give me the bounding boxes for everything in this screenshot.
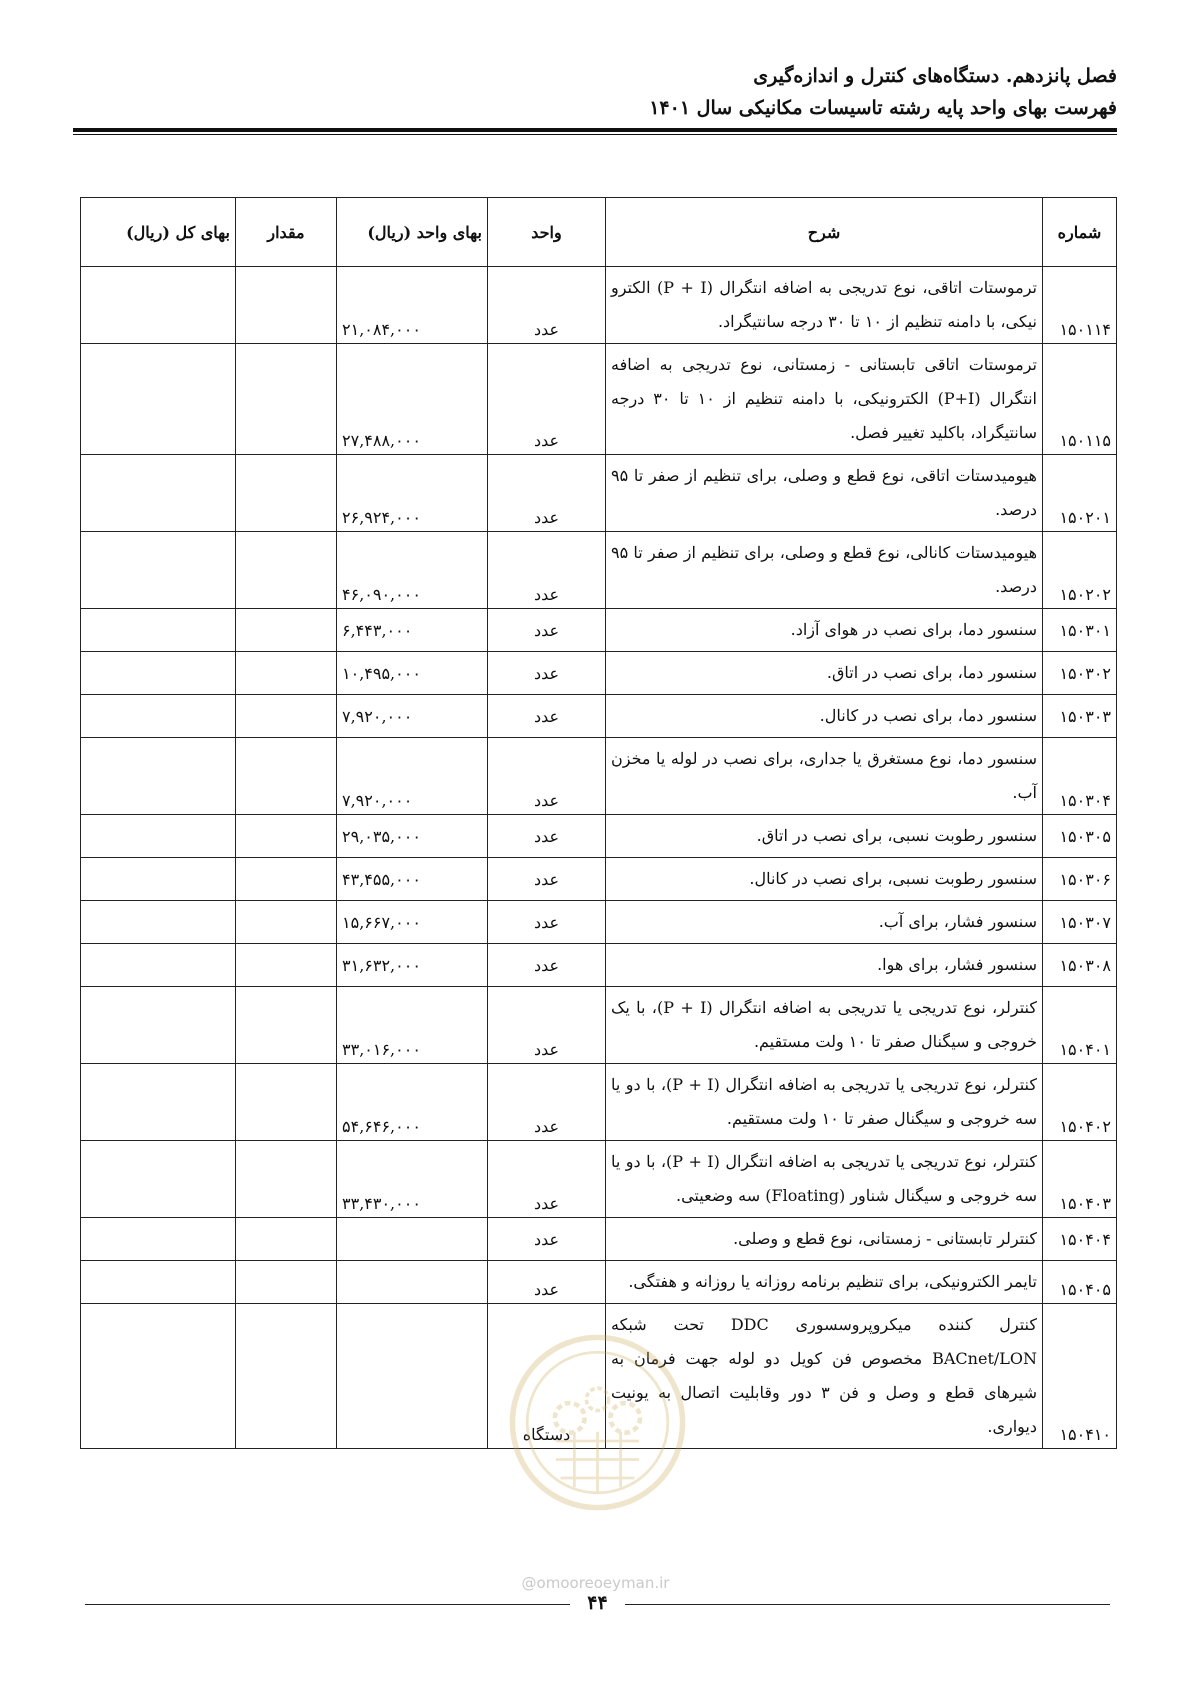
row-total-price [81,858,236,901]
row-quantity [236,267,337,344]
row-unit: عدد [488,858,606,901]
row-description: کنترل کننده میکروپروسسوری DDC تحت شبکه BACnet/LON مخصوص فن کویل دو لوله جهت فرمان به شیرهای قطع و وصل و فن ۳ دور وقابلیت اتصال به یونیت دیواری. [606,1304,1043,1449]
row-unit-price: ۲۷,۴۸۸,۰۰۰ [337,344,488,455]
row-unit-price: ۲۶,۹۲۴,۰۰۰ [337,455,488,532]
row-quantity [236,944,337,987]
table-row [81,738,1117,815]
table-row [81,609,1117,652]
row-unit: عدد [488,344,606,455]
row-unit: عدد [488,738,606,815]
row-total-price [81,1218,236,1261]
row-unit: عدد [488,1064,606,1141]
row-description: سنسور فشار، برای هوا. [606,944,1043,987]
row-total-price [81,944,236,987]
row-unit: عدد [488,901,606,944]
row-unit-price: ۲۱,۰۸۴,۰۰۰ [337,267,488,344]
row-description: هیومیدستات کانالی، نوع قطع و وصلی، برای تنظیم از صفر تا ۹۵ درصد. [606,532,1043,609]
row-quantity [236,609,337,652]
row-unit: عدد [488,267,606,344]
header-rule-thin [73,134,1117,135]
row-code: ۱۵۰۴۰۵ [1043,1261,1117,1304]
row-quantity [236,1304,337,1449]
table-row [81,1304,1117,1449]
row-total-price [81,267,236,344]
row-description: کنترلر، نوع تدریجی یا تدریجی به اضافه انتگرال (P + I)، با دو یا سه خروجی و سیگنال شناور (Floating) سه وضعیتی. [606,1141,1043,1218]
column-header-code: شماره [1043,198,1117,267]
row-quantity [236,858,337,901]
row-total-price [81,455,236,532]
table-row [81,1141,1117,1218]
row-unit-price: ۳۳,۰۱۶,۰۰۰ [337,987,488,1064]
row-description: سنسور دما، برای نصب در کانال. [606,695,1043,738]
table-row [81,344,1117,455]
row-unit: عدد [488,695,606,738]
row-code: ۱۵۰۱۱۵ [1043,344,1117,455]
row-unit: عدد [488,455,606,532]
table-row [81,901,1117,944]
row-quantity [236,695,337,738]
table-row [81,455,1117,532]
row-unit: عدد [488,1261,606,1304]
row-quantity [236,652,337,695]
row-code: ۱۵۰۳۰۸ [1043,944,1117,987]
row-code: ۱۵۰۱۱۴ [1043,267,1117,344]
row-description: ترموستات اتاقی تابستانی - زمستانی، نوع تدریجی به اضافه انتگرال (P+I) الکترونیکی، با دامنه تنظیم از ۱۰ تا ۳۰ درجه سانتیگراد، باکلید تغییر فصل. [606,344,1043,455]
row-description: سنسور فشار، برای آب. [606,901,1043,944]
table-row [81,1064,1117,1141]
row-total-price [81,532,236,609]
row-code: ۱۵۰۳۰۷ [1043,901,1117,944]
row-total-price [81,1141,236,1218]
row-quantity [236,532,337,609]
row-code: ۱۵۰۴۱۰ [1043,1304,1117,1449]
row-code: ۱۵۰۳۰۲ [1043,652,1117,695]
table-row [81,815,1117,858]
row-quantity [236,815,337,858]
row-total-price [81,815,236,858]
row-quantity [236,1218,337,1261]
row-unit-price [337,1304,488,1449]
row-code: ۱۵۰۲۰۲ [1043,532,1117,609]
column-header-total-price: بهای کل (ریال) [81,198,236,267]
table-row [81,695,1117,738]
row-description: کنترلر تابستانی - زمستانی، نوع قطع و وصلی. [606,1218,1043,1261]
column-header-description: شرح [606,198,1043,267]
column-header-unit-price: بهای واحد (ریال) [337,198,488,267]
table-row [81,1218,1117,1261]
row-total-price [81,695,236,738]
header-rule-thick [73,128,1117,132]
row-total-price [81,1304,236,1449]
row-unit: عدد [488,815,606,858]
row-description: هیومیدستات اتاقی، نوع قطع و وصلی، برای تنظیم از صفر تا ۹۵ درصد. [606,455,1043,532]
table-row [81,858,1117,901]
row-code: ۱۵۰۴۰۴ [1043,1218,1117,1261]
row-unit-price: ۶,۴۴۳,۰۰۰ [337,609,488,652]
row-description: تایمر الکترونیکی، برای تنظیم برنامه روزانه یا روزانه و هفتگی. [606,1261,1043,1304]
document-subtitle: فهرست بهای واحد پایه رشته تاسیسات مکانیکی سال ۱۴۰۱ [649,97,1117,119]
row-unit-price: ۳۳,۴۳۰,۰۰۰ [337,1141,488,1218]
row-code: ۱۵۰۲۰۱ [1043,455,1117,532]
row-total-price [81,1064,236,1141]
row-code: ۱۵۰۳۰۶ [1043,858,1117,901]
row-quantity [236,901,337,944]
row-unit-price [337,1218,488,1261]
row-unit-price: ۴۶,۰۹۰,۰۰۰ [337,532,488,609]
row-description: سنسور دما، نوع مستغرق یا جداری، برای نصب در لوله یا مخزن آب. [606,738,1043,815]
row-total-price [81,738,236,815]
row-unit: عدد [488,532,606,609]
row-unit-price [337,1261,488,1304]
row-unit-price: ۵۴,۶۴۶,۰۰۰ [337,1064,488,1141]
table-body [81,267,1117,1449]
row-total-price [81,901,236,944]
row-code: ۱۵۰۳۰۳ [1043,695,1117,738]
row-unit-price: ۱۰,۴۹۵,۰۰۰ [337,652,488,695]
row-quantity [236,738,337,815]
row-unit: عدد [488,1218,606,1261]
table-row [81,532,1117,609]
row-quantity [236,987,337,1064]
row-unit-price: ۷,۹۲۰,۰۰۰ [337,738,488,815]
row-quantity [236,455,337,532]
watermark-url: @omooreoeyman.ir [521,1574,670,1592]
row-total-price [81,609,236,652]
row-unit-price: ۲۹,۰۳۵,۰۰۰ [337,815,488,858]
row-code: ۱۵۰۳۰۱ [1043,609,1117,652]
row-unit: عدد [488,652,606,695]
table-row [81,987,1117,1064]
row-unit-price: ۷,۹۲۰,۰۰۰ [337,695,488,738]
table-row [81,944,1117,987]
row-description: سنسور رطوبت نسبی، برای نصب در کانال. [606,858,1043,901]
row-total-price [81,652,236,695]
page-number: ۴۴ [587,1592,608,1614]
row-code: ۱۵۰۳۰۵ [1043,815,1117,858]
page-header [73,60,1117,124]
row-unit: دستگاه [488,1304,606,1449]
row-description: سنسور دما، برای نصب در اتاق. [606,652,1043,695]
table-row [81,267,1117,344]
column-header-quantity: مقدار [236,198,337,267]
price-table [80,197,1117,1449]
row-unit-price: ۳۱,۶۳۲,۰۰۰ [337,944,488,987]
row-unit: عدد [488,1141,606,1218]
row-unit: عدد [488,609,606,652]
footer-rule-right [625,1604,1110,1605]
table-row [81,652,1117,695]
row-unit-price: ۱۵,۶۶۷,۰۰۰ [337,901,488,944]
row-unit-price: ۴۳,۴۵۵,۰۰۰ [337,858,488,901]
row-description: سنسور رطوبت نسبی، برای نصب در اتاق. [606,815,1043,858]
row-total-price [81,987,236,1064]
row-description: ترموستات اتاقی، نوع تدریجی به اضافه انتگرال (P + I) الکترو نیکی، با دامنه تنظیم از ۱۰ تا ۳۰ درجه سانتیگراد. [606,267,1043,344]
row-description: کنترلر، نوع تدریجی یا تدریجی به اضافه انتگرال (P + I)، با یک خروجی و سیگنال صفر تا ۱۰ ولت مستقیم. [606,987,1043,1064]
row-description: سنسور دما، برای نصب در هوای آزاد. [606,609,1043,652]
row-unit: عدد [488,987,606,1064]
row-code: ۱۵۰۴۰۱ [1043,987,1117,1064]
row-quantity [236,1261,337,1304]
row-quantity [236,344,337,455]
row-total-price [81,344,236,455]
row-total-price [81,1261,236,1304]
row-code: ۱۵۰۴۰۳ [1043,1141,1117,1218]
footer-rule-left [85,1604,570,1605]
table-row [81,1261,1117,1304]
row-code: ۱۵۰۴۰۲ [1043,1064,1117,1141]
row-code: ۱۵۰۳۰۴ [1043,738,1117,815]
table-header-row [81,198,1117,267]
row-unit: عدد [488,944,606,987]
row-quantity [236,1064,337,1141]
chapter-title: فصل پانزدهم. دستگاه‌های کنترل و اندازه‌گیری [753,65,1117,87]
row-description: کنترلر، نوع تدریجی یا تدریجی به اضافه انتگرال (P + I)، با دو یا سه خروجی و سیگنال صفر تا ۱۰ ولت مستقیم. [606,1064,1043,1141]
column-header-unit: واحد [488,198,606,267]
row-quantity [236,1141,337,1218]
